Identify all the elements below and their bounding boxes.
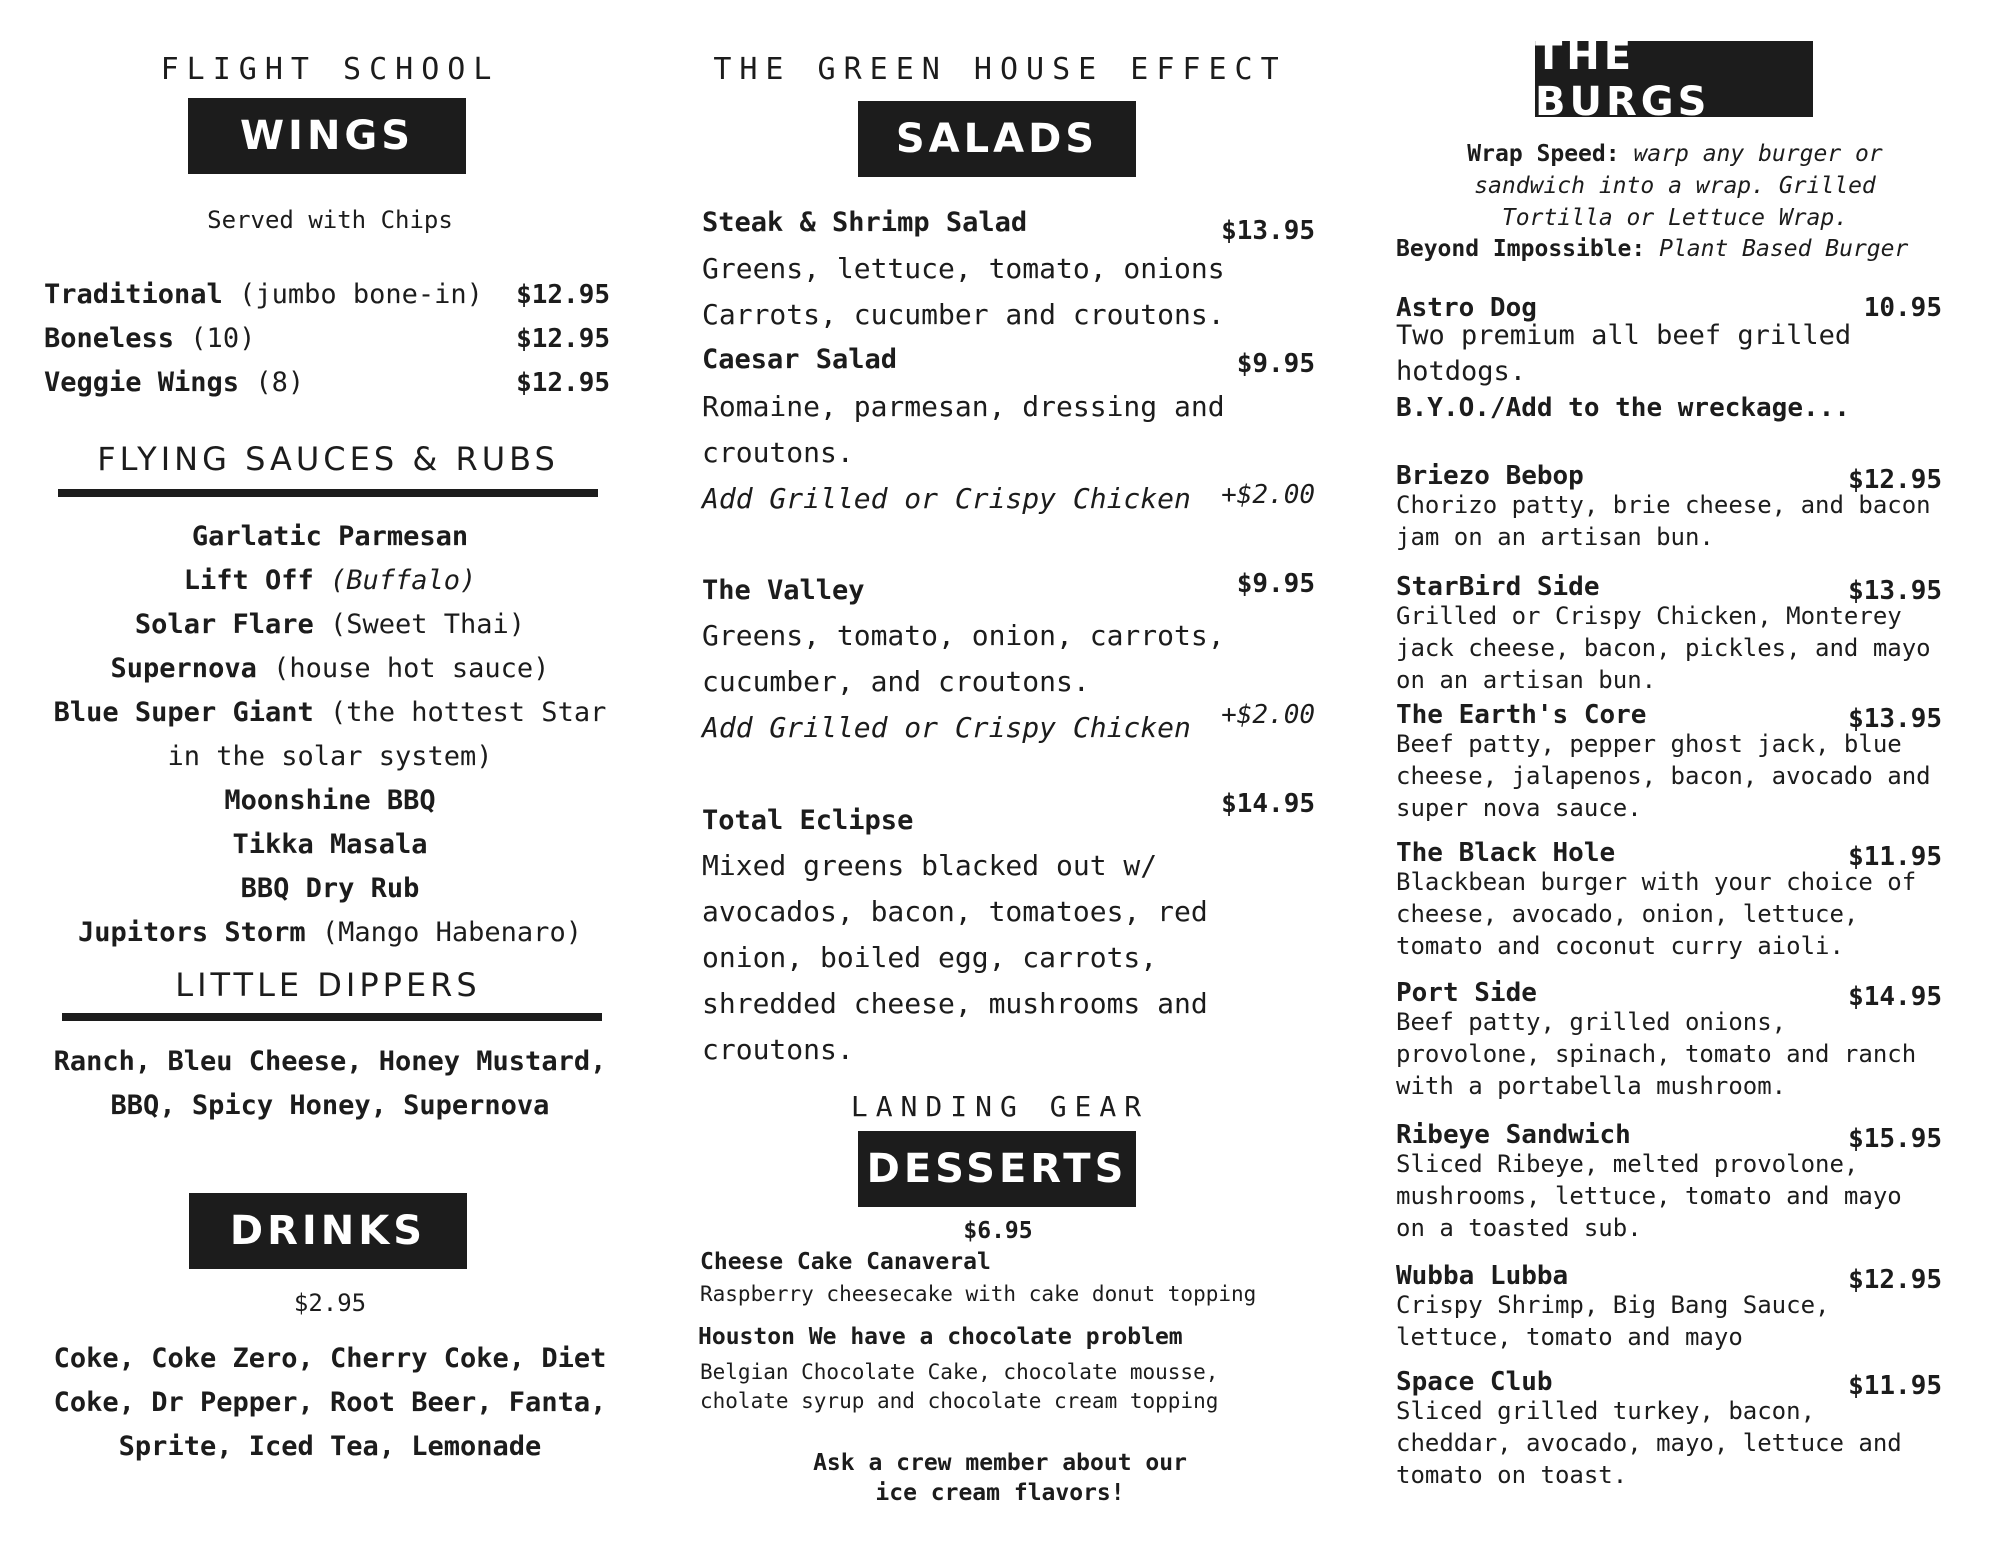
- beyond-impossible-note: Beyond Impossible: Plant Based Burger: [1396, 236, 1909, 262]
- wing-price: $12.95: [516, 368, 610, 398]
- sauces-heading: FLYING SAUCES & RUBS: [97, 440, 559, 478]
- wing-name: Boneless: [44, 323, 175, 354]
- burger-description: [1396, 1395, 1902, 1491]
- drinks-price: $2.95: [293, 1289, 367, 1317]
- wing-detail: (10): [174, 323, 256, 354]
- salad-description: Romaine, parmesan, dressing and croutons. Add Grilled or Crispy Chicken: [702, 384, 1225, 522]
- sauce-item: in the solar system): [167, 741, 493, 772]
- wing-detail: (jumbo bone-in): [222, 279, 483, 310]
- wing-price: $12.95: [516, 324, 610, 354]
- burger-description-line: tomato and coconut curry aioli.: [1396, 932, 1844, 960]
- desserts-banner: DESSERTS: [858, 1131, 1136, 1207]
- burger-name: StarBird Side: [1396, 572, 1600, 602]
- burger-description-line: Chorizo patty, brie cheese, and bacon: [1396, 491, 1931, 519]
- burger-description: [1396, 866, 1916, 962]
- burger-description-line: provolone, spinach, tomato and ranch: [1396, 1040, 1917, 1068]
- salad-price: $9.95: [1236, 349, 1315, 379]
- wing-name: Veggie Wings: [44, 367, 240, 398]
- salad-description: Greens, lettuce, tomato, onions Carrots, cucumber and croutons.: [702, 252, 1225, 331]
- drinks-line: Coke, Dr Pepper, Root Beer, Fanta,: [53, 1387, 607, 1418]
- add-chicken-option: Add Grilled or Crispy Chicken: [702, 482, 1191, 515]
- sauce-item: Moonshine BBQ: [224, 785, 436, 816]
- sauce-item: Garlatic Parmesan: [191, 521, 469, 552]
- sauce-item: Jupitors Storm (Mango Habenaro): [78, 917, 582, 948]
- dippers-line: Ranch, Bleu Cheese, Honey Mustard,: [53, 1046, 607, 1077]
- served-note: Served with Chips: [207, 206, 453, 234]
- sauces-list: [30, 515, 630, 955]
- burger-description-line: Blackbean burger with your choice of: [1396, 868, 1917, 896]
- burger-description-line: jam on an artisan bun.: [1396, 523, 1714, 551]
- salad-price: $14.95: [1221, 789, 1315, 819]
- burger-description-line: jack cheese, bacon, pickles, and mayo: [1396, 634, 1931, 662]
- burger-description-line: cheese, jalapenos, bacon, avocado and: [1396, 762, 1931, 790]
- landing-gear-title: LANDING GEAR: [850, 1090, 1150, 1123]
- drinks-list: [30, 1337, 630, 1469]
- drinks-line: Coke, Coke Zero, Cherry Coke, Diet: [53, 1343, 607, 1374]
- burger-description-line: cheese, avocado, onion, lettuce,: [1396, 900, 1859, 928]
- burger-description: [1396, 1148, 1902, 1244]
- sauce-item: Supernova (house hot sauce): [110, 653, 550, 684]
- burger-price: 10.95: [1863, 293, 1942, 323]
- dessert-name: Houston We have a chocolate problem: [698, 1324, 1183, 1350]
- wrap-speed-note: Wrap Speed: warp any burger or sandwich into a wrap. Grilled Tortilla or Lettuce Wrap.: [1467, 141, 1883, 231]
- burger-price: $13.95: [1848, 576, 1942, 606]
- burger-description-line: Grilled or Crispy Chicken, Monterey: [1396, 602, 1902, 630]
- burger-description: [1396, 1289, 1829, 1353]
- burger-price: $11.95: [1848, 1371, 1942, 1401]
- flight-school-title: FLIGHT SCHOOL: [160, 52, 500, 87]
- burger-description-line: mushrooms, lettuce, tomato and mayo: [1396, 1182, 1902, 1210]
- sauce-item: Blue Super Giant (the hottest Star: [53, 697, 607, 728]
- burger-name: Port Side: [1396, 978, 1537, 1008]
- ice-cream-note: Ask a crew member about our ice cream flavors!: [813, 1450, 1187, 1506]
- salad-description: Greens, tomato, onion, carrots, cucumber, and croutons. Add Grilled or Crispy Chicken: [702, 613, 1225, 751]
- salad-name: Total Eclipse: [702, 805, 914, 836]
- sauce-item: BBQ Dry Rub: [240, 873, 420, 904]
- drinks-line: Sprite, Iced Tea, Lemonade: [118, 1431, 542, 1462]
- burger-description-line: Sliced grilled turkey, bacon,: [1396, 1397, 1816, 1425]
- burger-name: Ribeye Sandwich: [1396, 1120, 1631, 1150]
- wing-detail: (8): [239, 367, 305, 398]
- burger-price: $11.95: [1848, 842, 1942, 872]
- dessert-name: Cheese Cake Canaveral: [700, 1249, 991, 1275]
- burger-name: Wubba Lubba: [1396, 1261, 1569, 1291]
- burger-description-line: Crispy Shrimp, Big Bang Sauce,: [1396, 1291, 1830, 1319]
- salad-name: Steak & Shrimp Salad: [702, 207, 1028, 238]
- green-house-title: THE GREEN HOUSE EFFECT: [713, 52, 1287, 87]
- burger-price: $13.95: [1848, 704, 1942, 734]
- burger-description: Two premium all beef grilled hotdogs.: [1396, 320, 1852, 387]
- salad-description: Mixed greens blacked out w/ avocados, bacon, tomatoes, red onion, boiled egg, carrots, shredded cheese, mushrooms and croutons.: [702, 849, 1208, 1066]
- burger-description: [1396, 1006, 1916, 1102]
- burger-description-line: Beef patty, grilled onions,: [1396, 1008, 1787, 1036]
- add-chicken-price: +$2.00: [1221, 700, 1315, 730]
- burger-description-line: on a toasted sub.: [1396, 1214, 1642, 1242]
- byo-note: B.Y.O./Add to the wreckage...: [1396, 393, 1850, 423]
- salads-banner: SALADS: [858, 101, 1136, 177]
- burger-description-line: on an artisan bun.: [1396, 666, 1657, 694]
- wing-price: $12.95: [516, 280, 610, 310]
- wing-row: [44, 323, 255, 354]
- burgs-banner: THE BURGS: [1535, 41, 1813, 117]
- burger-description: [1396, 728, 1931, 824]
- drinks-banner: DRINKS: [189, 1193, 467, 1269]
- add-chicken-price: +$2.00: [1221, 480, 1315, 510]
- salad-name: Caesar Salad: [702, 344, 898, 375]
- dippers-list: [30, 1040, 630, 1128]
- burger-name: Astro Dog: [1396, 293, 1537, 323]
- burger-name: Space Club: [1396, 1367, 1553, 1397]
- dessert-description: Raspberry cheesecake with cake donut topping: [700, 1282, 1257, 1306]
- salad-name: The Valley: [702, 575, 865, 606]
- sauces-divider: [58, 489, 598, 497]
- dippers-divider: [62, 1013, 602, 1021]
- burger-price: $14.95: [1848, 982, 1942, 1012]
- burger-price: $12.95: [1848, 465, 1942, 495]
- burger-description: [1396, 600, 1931, 696]
- burger-description-line: cheddar, avocado, mayo, lettuce and: [1396, 1429, 1902, 1457]
- sauce-item: Solar Flare (Sweet Thai): [134, 609, 526, 640]
- burger-description: [1396, 489, 1931, 553]
- burger-name: The Black Hole: [1396, 838, 1616, 868]
- wing-row: [44, 279, 483, 310]
- burger-description-line: with a portabella mushroom.: [1396, 1072, 1787, 1100]
- burger-description-line: Beef patty, pepper ghost jack, blue: [1396, 730, 1902, 758]
- sauce-item: Tikka Masala: [232, 829, 428, 860]
- wing-name: Traditional: [44, 279, 223, 310]
- salad-price: $13.95: [1221, 216, 1315, 246]
- burger-price: $15.95: [1848, 1124, 1942, 1154]
- sauce-item: Lift Off (Buffalo): [183, 565, 477, 596]
- dessert-price: $6.95: [963, 1218, 1033, 1244]
- burger-name: Briezo Bebop: [1396, 461, 1584, 491]
- burger-description-line: Sliced Ribeye, melted provolone,: [1396, 1150, 1859, 1178]
- burger-price: $12.95: [1848, 1265, 1942, 1295]
- dippers-heading: LITTLE DIPPERS: [175, 966, 481, 1004]
- burger-name: The Earth's Core: [1396, 700, 1647, 730]
- burger-description-line: tomato on toast.: [1396, 1461, 1628, 1489]
- salad-price: $9.95: [1236, 569, 1315, 599]
- add-chicken-option: Add Grilled or Crispy Chicken: [702, 711, 1191, 744]
- wing-row: [44, 367, 304, 398]
- wings-banner: WINGS: [188, 98, 466, 174]
- burger-description-line: super nova sauce.: [1396, 794, 1642, 822]
- dippers-line: BBQ, Spicy Honey, Supernova: [110, 1090, 550, 1121]
- dessert-description: Belgian Chocolate Cake, chocolate mousse, cholate syrup and chocolate cream topping: [700, 1360, 1219, 1413]
- burger-description-line: lettuce, tomato and mayo: [1396, 1323, 1743, 1351]
